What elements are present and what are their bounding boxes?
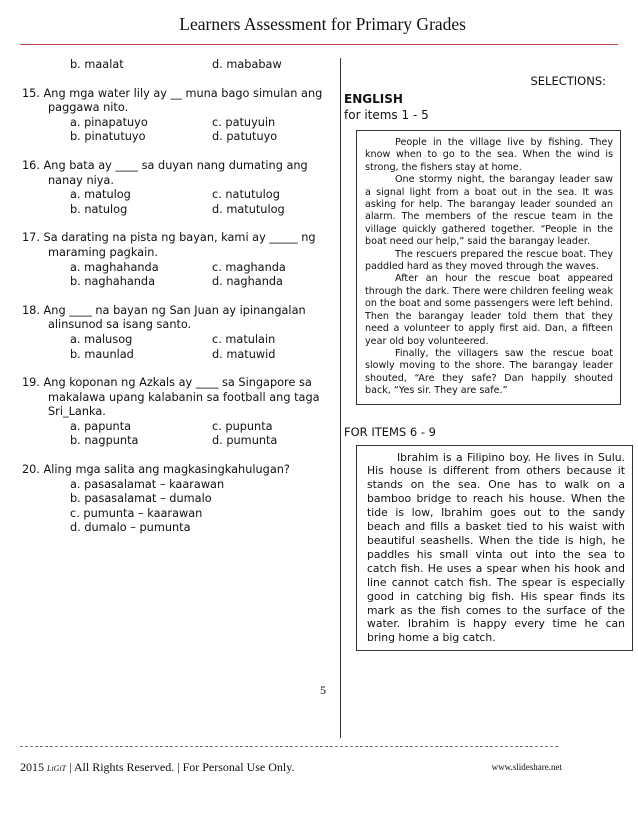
footer-year: 2015 [20, 760, 44, 774]
question-stem: 17. Sa darating na pista ng bayan, kami ay _____ ng [22, 231, 316, 245]
column-divider [340, 58, 341, 738]
selections-heading: SELECTIONS: [530, 74, 606, 88]
option-b: b. natulog [70, 202, 128, 216]
question-stem-cont: maraming pagkain. [48, 245, 158, 259]
option-a: a. matulog [70, 188, 131, 202]
footer-rule [20, 746, 558, 747]
option-d: d. matuwid [212, 347, 276, 361]
footer-org: LiGiT [47, 764, 67, 773]
option-b: b. pinatutuyo [70, 130, 146, 144]
story-1-paragraph: The rescuers prepared the rescue boat. They paddled hard as they moved through the waves. [365, 248, 613, 273]
story-1-paragraph: One stormy night, the barangay leader saw a signal light from a boat out in the sea. It was asking for help. The barangay leader sounded an alarm. The members of the rescue team in the village quickly gathered together. “People in the boat need our help,” said the barangay leader. [365, 174, 613, 248]
question-17 [22, 231, 332, 289]
option-b: b. pasasalamat – dumalo [70, 492, 212, 506]
question-14-tail [22, 58, 332, 73]
page-title: Learners Assessment for Primary Grades [179, 14, 466, 34]
option-a: a. malusog [70, 332, 133, 346]
footer [20, 760, 294, 775]
question-20 [22, 463, 332, 536]
question-stem: 16. Ang bata ay ____ sa duyan nang dumating ang [22, 158, 308, 172]
option-b: b. maunlad [70, 347, 134, 361]
question-stem: 19. Ang koponan ng Azkals ay ____ sa Singapore sa [22, 376, 312, 390]
question-stem-cont: paggawa nito. [48, 101, 129, 115]
question-stem-cont: makalawa upang kalabanin sa football ang taga [48, 390, 320, 404]
question-stem-cont: Sri_Lanka. [48, 405, 106, 419]
footer-url: www.slideshare.net [491, 762, 562, 772]
story-2-box [356, 445, 633, 652]
story-2-paragraph: Ibrahim is a Filipino boy. He lives in Sulu. His house is different from others because it stands on the sea. One has to walk on a bamboo bridge to reach his house. When the tide is low, Ibrahim goes out to the sandy beach and fills a basket tied to his waist with beautiful seashells. When the tide is high, he paddles his small vinta out into the sea to catch fish. He uses a spear when his hook and line cannot catch fish. The spear is especially good in catching big fish. His spear finds its mark as the fish comes to the surface of the water. Ibrahim is happy every time he can bring home a big catch. [367, 450, 625, 645]
option-d: d. pumunta [212, 434, 278, 448]
option-a: a. papunta [70, 419, 132, 433]
option-c: c. matulain [212, 332, 276, 346]
option-d: d. dumalo – pumunta [70, 521, 191, 535]
page-number: 5 [320, 683, 326, 697]
question-19 [22, 376, 332, 449]
story-1-paragraph: After an hour the rescue boat appeared through the dark. There were children feeling weak on the boat and some passengers were left behind. Then the barangay leader told them that they need a volunteer to apply first aid. Dan, a fifteen year old boy volunteered. [365, 273, 613, 347]
question-15 [22, 87, 332, 145]
question-16 [22, 159, 332, 217]
option-b: b. maalat [70, 58, 124, 71]
question-stem: 18. Ang ____ na bayan ng San Juan ay ipinangalan [22, 303, 306, 317]
story-1-paragraph: People in the village live by fishing. They know when to go to the sea. When the wind is strong, the fishers stay at home. [365, 137, 613, 173]
option-b: b. nagpunta [70, 434, 139, 448]
items-6-9-label: FOR ITEMS 6 - 9 [344, 424, 436, 439]
option-a: a. pinapatuyo [70, 115, 148, 129]
story-1-box [356, 130, 621, 405]
option-a: a. pasasalamat – kaarawan [70, 477, 225, 491]
items-1-5-label: for items 1 - 5 [344, 108, 429, 122]
selections-column [344, 58, 625, 651]
question-stem: 15. Ang mga water lily ay __ muna bago simulan ang [22, 86, 323, 100]
option-c: c. maghanda [212, 260, 286, 274]
option-a: a. maghahanda [70, 260, 159, 274]
header-rule [20, 44, 618, 45]
english-heading: ENGLISH [344, 92, 403, 106]
question-stem-cont: nanay niya. [48, 173, 114, 187]
question-18 [22, 304, 332, 362]
story-1-paragraph: Finally, the villagers saw the rescue boat slowly moving to the shore. The barangay leader shouted, “Are they safe? Dan happily shouted back, “Yes sir. They are safe.” [365, 347, 613, 397]
option-c: c. patuyuin [212, 115, 276, 129]
option-b: b. naghahanda [70, 275, 156, 289]
option-d: d. patutuyo [212, 130, 278, 144]
option-c: c. natutulog [212, 188, 280, 202]
question-stem: 20. Aling mga salita ang magkasingkahulugan? [22, 463, 290, 477]
option-c: c. pumunta – kaarawan [70, 506, 203, 520]
option-d: d. naghanda [212, 275, 283, 289]
option-d: d. mababaw [212, 58, 282, 71]
option-d: d. matutulog [212, 202, 285, 216]
footer-rights: | All Rights Reserved. | For Personal Use Only. [69, 760, 295, 774]
questions-column [22, 58, 332, 536]
question-stem-cont: alinsunod sa isang santo. [48, 318, 192, 332]
option-c: c. pupunta [212, 419, 273, 433]
